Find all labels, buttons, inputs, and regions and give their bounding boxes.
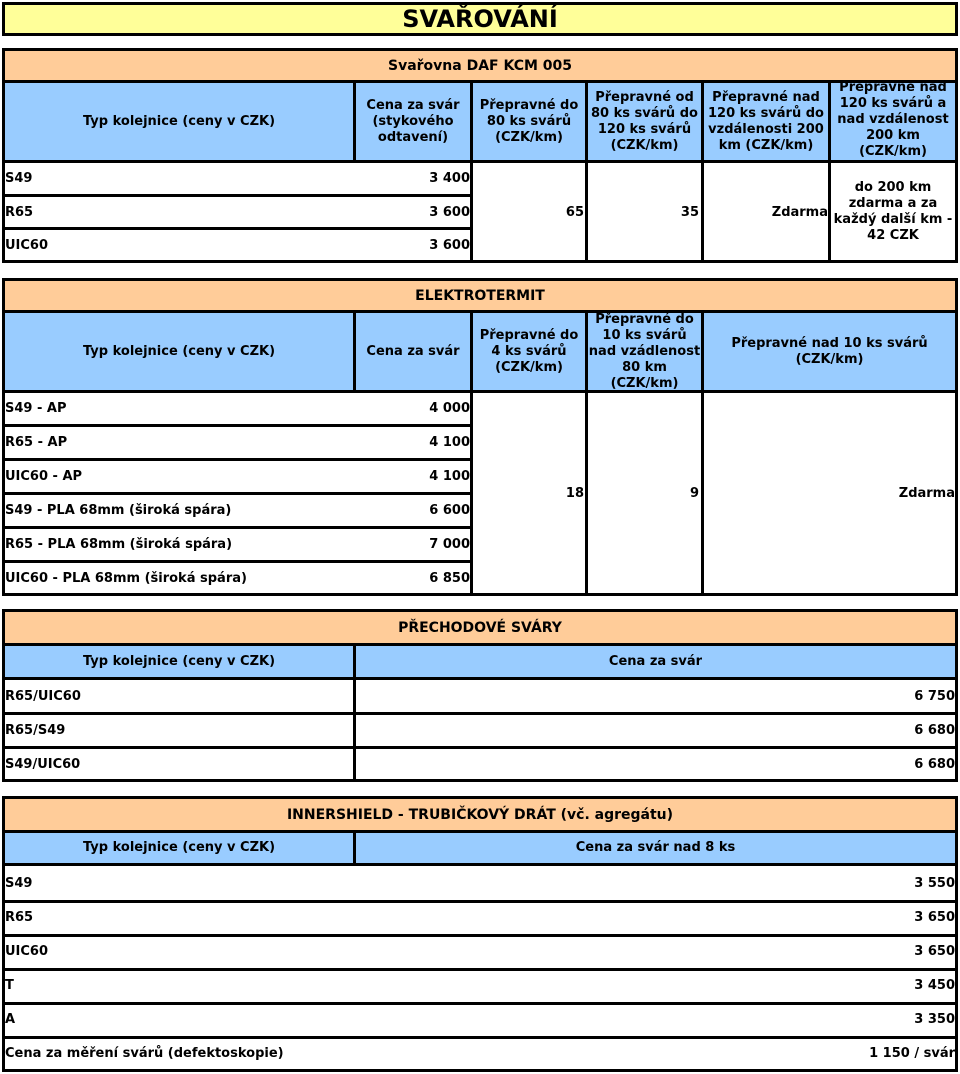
price-cell: 6 750 bbox=[914, 689, 955, 704]
section-title: PŘECHODOVÉ SVÁRY bbox=[398, 619, 562, 636]
price-cell: 3 600 bbox=[429, 205, 470, 220]
price-cell: 3 450 bbox=[914, 978, 955, 993]
transport-value: Zdarma bbox=[771, 205, 828, 220]
transport-value: 9 bbox=[689, 486, 699, 501]
table-row: Cena za měření svárů (defektoskopie) bbox=[5, 1046, 284, 1061]
header-cell: Typ kolejnice (ceny v CZK) bbox=[82, 343, 276, 359]
price-cell: 4 000 bbox=[429, 401, 470, 416]
header-cell: Přepravné nad 10 ks svárů (CZK/km) bbox=[731, 335, 928, 367]
header-cell: Cena za svár (stykového odtavení) bbox=[366, 97, 460, 145]
transport-value: 65 bbox=[565, 205, 584, 220]
section-title-bar bbox=[2, 278, 958, 310]
price-cell: 6 850 bbox=[429, 571, 470, 586]
price-cell: 4 100 bbox=[429, 469, 470, 484]
price-cell: 3 350 bbox=[914, 1012, 955, 1027]
table-row: R65/UIC60 bbox=[5, 689, 81, 704]
price-cell: 6 680 bbox=[914, 757, 955, 772]
table-row: UIC60 - AP bbox=[5, 469, 83, 484]
header-cell: Přepravné do 10 ks svárů nad vzádlenost 80 km (CZK/km) bbox=[588, 311, 701, 391]
price-cell: 1 150 / svár bbox=[869, 1046, 955, 1061]
header-cell: Cena za svár nad 8 ks bbox=[575, 840, 736, 855]
price-cell: 3 550 bbox=[914, 876, 955, 891]
table-row: R65/S49 bbox=[5, 723, 66, 738]
page-title-box bbox=[2, 2, 958, 36]
table-row: R65 - PLA 68mm (široká spára) bbox=[5, 537, 233, 552]
header-cell: Cena za svár bbox=[608, 653, 703, 669]
header-cell: Typ kolejnice (ceny v CZK) bbox=[82, 653, 276, 669]
price-cell: 6 680 bbox=[914, 723, 955, 738]
table-row: R65 - AP bbox=[5, 435, 68, 450]
table-row: A bbox=[5, 1012, 16, 1027]
table-row: S49 bbox=[5, 876, 33, 891]
price-cell: 4 100 bbox=[429, 435, 470, 450]
table-row: T bbox=[5, 978, 14, 993]
table-row: S49/UIC60 bbox=[5, 757, 81, 772]
table-row: R65 bbox=[5, 910, 34, 925]
price-cell: 7 000 bbox=[429, 537, 470, 552]
table-row: R65 bbox=[5, 205, 34, 220]
transport-note: do 200 km zdarma a za každý další km - 42 CZK bbox=[833, 180, 953, 243]
price-cell: 3 650 bbox=[914, 944, 955, 959]
table-row: S49 - AP bbox=[5, 401, 67, 416]
price-cell: 3 400 bbox=[429, 171, 470, 186]
price-cell: 3 600 bbox=[429, 238, 470, 253]
header-cell: Cena za svár bbox=[366, 343, 460, 359]
section-title-bar bbox=[2, 48, 958, 80]
header-cell: Přepravné do 80 ks svárů (CZK/km) bbox=[479, 97, 579, 145]
header-cell: Typ kolejnice (ceny v CZK) bbox=[82, 113, 276, 129]
section-title-bar bbox=[2, 609, 958, 643]
section-title-bar bbox=[2, 796, 958, 830]
table-row: UIC60 - PLA 68mm (široká spára) bbox=[5, 571, 247, 586]
table-row: UIC60 bbox=[5, 238, 49, 253]
table-row: UIC60 bbox=[5, 944, 49, 959]
section-title: ELEKTROTERMIT bbox=[415, 287, 545, 304]
header-cell: Přepravné nad 120 ks svárů do vzdálenosti 200 km (CZK/km) bbox=[708, 89, 824, 153]
transport-value: 35 bbox=[680, 205, 699, 220]
header-cell: Přepravné nad 120 ks svárů a nad vzdálenost 200 km (CZK/km) bbox=[837, 80, 949, 159]
table-body bbox=[2, 680, 958, 782]
price-cell: 6 600 bbox=[429, 503, 470, 518]
section-title: INNERSHIELD - TRUBIČKOVÝ DRÁT (vč. agregátu) bbox=[286, 806, 674, 823]
price-cell: 3 650 bbox=[914, 910, 955, 925]
header-cell: Typ kolejnice (ceny v CZK) bbox=[82, 840, 276, 855]
header-cell: Přepravné do 4 ks svárů (CZK/km) bbox=[479, 327, 579, 375]
table-row: S49 - PLA 68mm (široká spára) bbox=[5, 503, 232, 518]
page-title: SVAŘOVÁNÍ bbox=[402, 5, 558, 33]
transport-value: 18 bbox=[565, 486, 584, 501]
table-row: S49 bbox=[5, 171, 33, 186]
section-title: Svařovna DAF KCM 005 bbox=[387, 57, 572, 74]
header-cell: Přepravné od 80 ks svárů do 120 ks svárů (CZK/km) bbox=[591, 89, 698, 153]
transport-value: Zdarma bbox=[898, 486, 955, 501]
